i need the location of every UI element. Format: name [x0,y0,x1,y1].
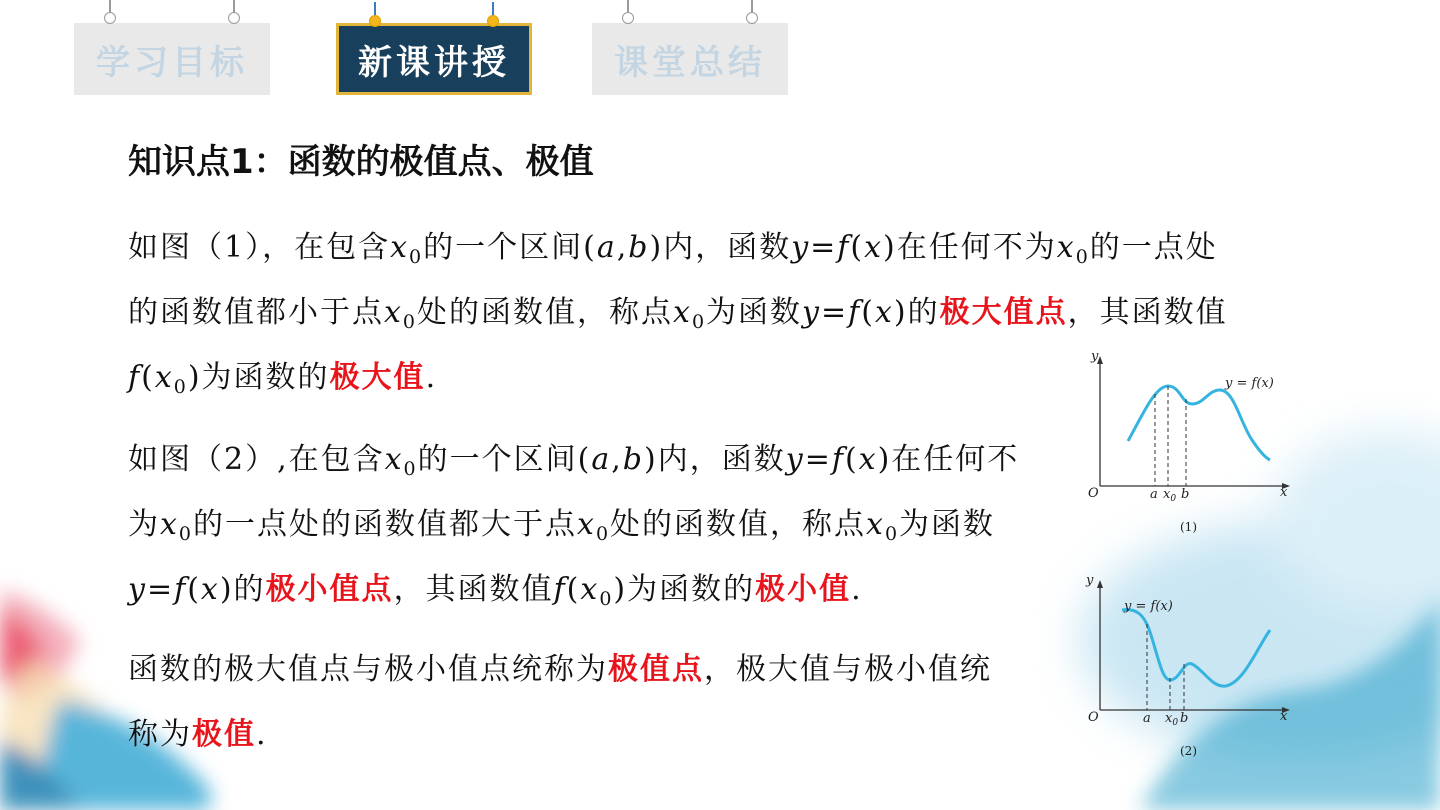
math-x: x [874,295,894,330]
tick-label-b: b [1181,487,1190,502]
math-b: b [622,442,645,477]
figure-minimum-graph [1080,570,1300,764]
math-y: y [802,295,821,330]
text: . [425,360,438,395]
math-x: x [580,572,600,607]
paragraph-maximum [128,215,1238,410]
math-a: a [591,442,612,477]
text: 处的函数值，称点 [417,295,674,330]
text: 处的函数值，称点 [610,507,867,542]
math-x: x [200,572,220,607]
math-x: x [390,230,410,265]
tab-class-summary[interactable] [592,23,788,95]
paragraph-minimum [128,427,1028,622]
math-eq-f: =f [820,295,862,330]
y-axis-arrow-icon [1097,580,1103,588]
math-x: x [864,230,884,265]
math-x: x [1056,230,1076,265]
x-axis-label: x [1280,485,1288,500]
function-curve [1122,610,1270,687]
math-x: x [160,507,179,542]
math-subscript: 0 [173,376,188,398]
text: 为函数 [899,507,996,542]
tick-label-a: a [1150,487,1158,502]
math-subscript: 0 [409,246,424,268]
math-subscript: 0 [884,523,900,545]
figure-caption: (2) [1180,744,1197,758]
tick-label-a: a [1143,711,1151,726]
math-subscript: 0 [1075,246,1090,268]
math-x: x [577,507,596,542]
math-subscript: 0 [599,588,614,610]
text: ( [861,295,875,330]
tab-learning-objectives[interactable] [74,23,270,95]
math-b: b [628,230,650,265]
text: ( [141,360,155,395]
text: , [616,230,629,265]
tab-pin-icon [228,12,240,24]
math-eq-f: =f [804,442,845,477]
math-eq-f: =f [146,572,188,607]
highlight-term: 极小值 [755,572,852,607]
tick-label-x0: $x_0$ [1163,487,1177,504]
math-subscript: 0 [403,458,418,480]
text: )的 [219,572,266,607]
tab-pin-icon [622,12,634,24]
text: ( [566,572,581,607]
text: )为函数的 [613,572,756,607]
paragraph-extremum [128,637,1008,767]
math-f: f [128,360,142,395]
function-label: y = f(x) [1225,376,1274,391]
y-axis-label: y [1091,349,1099,364]
math-y: y [791,230,811,265]
origin-label: O [1088,710,1099,725]
text: )内，函数 [649,230,792,265]
math-x: x [673,295,692,330]
tab-pin-icon [369,15,381,27]
text: , [611,442,623,477]
text: 的一个区间( [417,442,592,477]
text: 为函数 [706,295,803,330]
math-x: x [858,442,878,477]
math-x: x [384,295,403,330]
tab-label: 课堂总结 [614,42,766,83]
math-y: y [128,572,147,607]
text: ( [850,230,865,265]
text: ( [187,572,201,607]
math-f: f [553,572,567,607]
text: . [851,572,863,607]
math-subscript: 0 [691,311,707,333]
math-subscript: 0 [178,523,194,545]
text: 如图（1），在包含 [128,230,391,265]
math-y: y [785,442,805,477]
text: 如图（2）,在包含 [128,442,385,477]
x-axis-label: x [1280,709,1288,724]
tab-pin-icon [746,12,758,24]
text: . [256,717,268,752]
text: ，其函数值 [1067,295,1228,330]
function-curve [1128,386,1270,460]
math-x: x [154,360,174,395]
text: )在任何不为 [883,230,1057,265]
tab-thread [374,2,376,16]
text: ，极大值与极小值统称为 [128,652,992,752]
text: )在任何不为 [128,442,1020,542]
text: )的 [893,295,940,330]
origin-label: O [1088,486,1099,501]
highlight-term: 极大值点 [939,295,1068,330]
tab-label: 学习目标 [96,42,248,83]
text: ( [844,442,859,477]
text: 的一点处的函数值都小于点 [128,230,1218,330]
text: )内，函数 [644,442,786,477]
section-heading: 知识点1：函数的极值点、极值 [128,142,594,182]
figure-caption: (1) [1180,520,1197,534]
tab-pin-icon [487,15,499,27]
figure-maximum-graph [1080,344,1300,540]
highlight-term: 极大值 [329,360,426,395]
tab-new-lesson[interactable] [336,23,532,95]
tab-label: 新课讲授 [358,42,510,83]
math-x: x [384,442,404,477]
tab-pin-icon [104,12,116,24]
text: )为函数的 [187,360,330,395]
text: 的一个区间( [423,230,597,265]
text: ，其函数值 [393,572,554,607]
highlight-term: 极值点 [608,652,704,687]
y-axis-label: y [1086,573,1094,588]
math-a: a [596,230,617,265]
math-subscript: 0 [595,523,611,545]
highlight-term: 极小值点 [265,572,394,607]
tick-label-b: b [1180,711,1189,726]
math-eq-f: =f [810,230,851,265]
math-x: x [866,507,885,542]
text: 的一点处的函数值都大于点 [193,507,578,542]
tab-thread [492,2,494,16]
highlight-term: 极值 [192,717,256,752]
tick-label-x0: $x_0$ [1165,711,1179,728]
text: 函数的极大值点与极小值点统称为 [128,652,608,687]
function-label: y = f(x) [1124,599,1173,614]
math-subscript: 0 [402,311,418,333]
